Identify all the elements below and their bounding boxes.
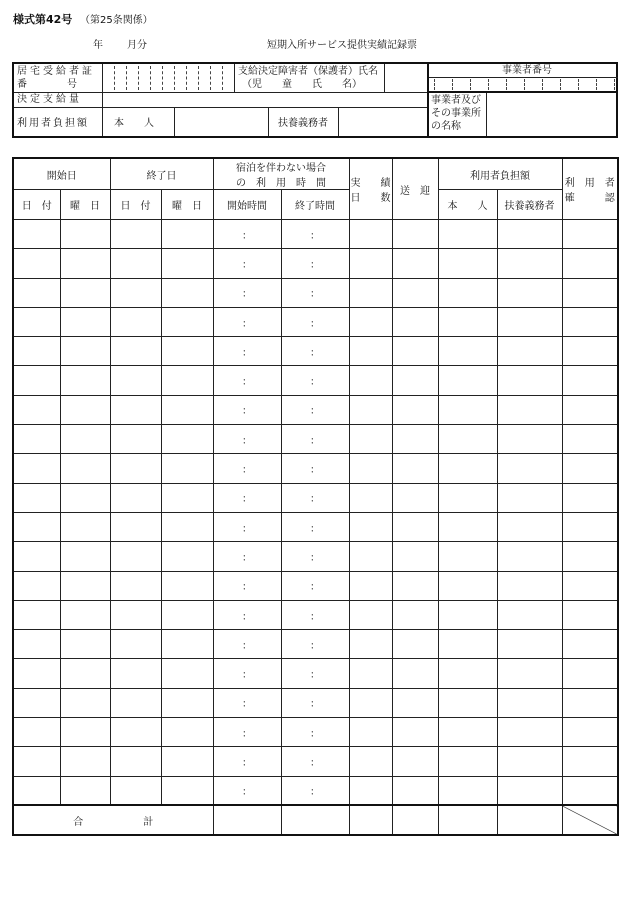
transport-cell[interactable] bbox=[392, 718, 438, 747]
transport-cell[interactable] bbox=[392, 454, 438, 483]
end-day-cell[interactable] bbox=[110, 366, 161, 395]
actual-days-cell[interactable] bbox=[349, 630, 392, 659]
start-time-cell[interactable]: ： bbox=[213, 395, 281, 424]
burden-guardian-cell[interactable] bbox=[497, 249, 562, 278]
burden-guardian-cell[interactable] bbox=[497, 571, 562, 600]
actual-days-cell[interactable] bbox=[349, 337, 392, 366]
day-cell[interactable] bbox=[13, 747, 60, 776]
year-label: 年 bbox=[93, 40, 103, 51]
day-cell[interactable] bbox=[13, 454, 60, 483]
end-time-cell[interactable]: ： bbox=[281, 395, 349, 424]
weekday-cell[interactable] bbox=[60, 600, 110, 629]
burden-self-cell[interactable] bbox=[438, 278, 497, 307]
transport-cell[interactable] bbox=[392, 307, 438, 336]
table-row bbox=[13, 571, 618, 600]
burden-guardian-cell[interactable] bbox=[497, 220, 562, 249]
end-time-cell[interactable]: ： bbox=[281, 571, 349, 600]
day-cell[interactable] bbox=[13, 249, 60, 278]
table-row bbox=[13, 718, 618, 747]
end-day-cell[interactable] bbox=[110, 659, 161, 688]
end-time-cell[interactable]: ： bbox=[281, 278, 349, 307]
transport-cell[interactable] bbox=[392, 366, 438, 395]
table-row bbox=[13, 659, 618, 688]
table-row bbox=[13, 307, 618, 336]
user-confirm-cell[interactable] bbox=[562, 776, 618, 805]
actual-days-cell[interactable] bbox=[349, 776, 392, 805]
transport-cell[interactable] bbox=[392, 776, 438, 805]
actual-days-cell[interactable] bbox=[349, 395, 392, 424]
end-day-header: 日 付 bbox=[110, 190, 161, 220]
total-burden-self[interactable] bbox=[438, 805, 497, 835]
burden-self-cell[interactable] bbox=[438, 630, 497, 659]
weekday-cell[interactable] bbox=[60, 366, 110, 395]
end-weekday-cell[interactable] bbox=[161, 220, 213, 249]
day-cell[interactable] bbox=[13, 307, 60, 336]
start-time-cell[interactable]: ： bbox=[213, 512, 281, 541]
end-weekday-cell[interactable] bbox=[161, 249, 213, 278]
burden-self-cell[interactable] bbox=[438, 425, 497, 454]
actual-days-header: 実 績 日 数 bbox=[349, 158, 392, 220]
end-time-cell[interactable]: ： bbox=[281, 630, 349, 659]
end-day-cell[interactable] bbox=[110, 483, 161, 512]
provider-name-label: 事業者及び bbox=[431, 95, 481, 106]
day-cell[interactable] bbox=[13, 718, 60, 747]
day-cell[interactable] bbox=[13, 659, 60, 688]
burden-self-cell[interactable] bbox=[438, 337, 497, 366]
transport-cell[interactable] bbox=[392, 483, 438, 512]
burden-guardian-cell[interactable] bbox=[497, 366, 562, 395]
recipient-cert-label: 居宅受給者証 bbox=[17, 66, 95, 77]
end-time-cell[interactable]: ： bbox=[281, 483, 349, 512]
table-row bbox=[13, 454, 618, 483]
start-time-cell[interactable]: ： bbox=[213, 425, 281, 454]
table-row bbox=[13, 600, 618, 629]
transport-cell[interactable] bbox=[392, 220, 438, 249]
burden-guardian-cell[interactable] bbox=[497, 337, 562, 366]
end-time-cell[interactable]: ： bbox=[281, 600, 349, 629]
end-weekday-cell[interactable] bbox=[161, 278, 213, 307]
provider-name-label-3: の名称 bbox=[431, 121, 461, 132]
burden-guardian-cell[interactable] bbox=[497, 776, 562, 805]
weekday-cell[interactable] bbox=[60, 395, 110, 424]
burden-guardian-cell[interactable] bbox=[497, 483, 562, 512]
end-time-cell[interactable]: ： bbox=[281, 718, 349, 747]
end-time-cell[interactable]: ： bbox=[281, 542, 349, 571]
child-name-label: （児 童 氏 名） bbox=[242, 79, 362, 90]
day-cell[interactable] bbox=[13, 425, 60, 454]
end-weekday-cell[interactable] bbox=[161, 366, 213, 395]
weekday-cell[interactable] bbox=[60, 718, 110, 747]
end-day-cell[interactable] bbox=[110, 220, 161, 249]
end-weekday-cell[interactable] bbox=[161, 307, 213, 336]
end-weekday-cell[interactable] bbox=[161, 600, 213, 629]
end-weekday-cell[interactable] bbox=[161, 718, 213, 747]
table-row bbox=[13, 512, 618, 541]
end-weekday-cell[interactable] bbox=[161, 337, 213, 366]
end-date-header: 終了日 bbox=[110, 158, 213, 190]
weekday-cell[interactable] bbox=[60, 249, 110, 278]
weekday-header: 曜 日 bbox=[60, 190, 110, 220]
burden-guardian-cell[interactable] bbox=[497, 395, 562, 424]
start-time-cell[interactable]: ： bbox=[213, 307, 281, 336]
actual-days-cell[interactable] bbox=[349, 571, 392, 600]
actual-days-cell[interactable] bbox=[349, 512, 392, 541]
table-row bbox=[13, 249, 618, 278]
start-time-cell[interactable]: ： bbox=[213, 776, 281, 805]
actual-days-cell[interactable] bbox=[349, 483, 392, 512]
weekday-cell[interactable] bbox=[60, 630, 110, 659]
user-confirm-cell[interactable] bbox=[562, 425, 618, 454]
record-rows bbox=[13, 220, 618, 806]
user-confirm-cell[interactable] bbox=[562, 659, 618, 688]
record-table bbox=[12, 157, 619, 836]
burden-guardian-cell[interactable] bbox=[497, 718, 562, 747]
actual-days-cell[interactable] bbox=[349, 718, 392, 747]
burden-guardian-cell[interactable] bbox=[497, 630, 562, 659]
start-time-cell[interactable]: ： bbox=[213, 718, 281, 747]
end-weekday-cell[interactable] bbox=[161, 425, 213, 454]
form-number: 様式第42号 bbox=[13, 13, 73, 26]
transport-cell[interactable] bbox=[392, 278, 438, 307]
burden-guardian-header: 扶養義務者 bbox=[497, 190, 562, 220]
burden-self-cell[interactable] bbox=[438, 659, 497, 688]
table-row bbox=[13, 630, 618, 659]
end-day-cell[interactable] bbox=[110, 718, 161, 747]
transport-cell[interactable] bbox=[392, 395, 438, 424]
user-confirm-cell[interactable] bbox=[562, 220, 618, 249]
end-day-cell[interactable] bbox=[110, 747, 161, 776]
table-row bbox=[13, 337, 618, 366]
recipient-cert-label-2: 番 号 bbox=[17, 79, 77, 90]
burden-guardian-cell[interactable] bbox=[497, 307, 562, 336]
end-weekday-cell[interactable] bbox=[161, 630, 213, 659]
end-day-cell[interactable] bbox=[110, 600, 161, 629]
actual-days-cell[interactable] bbox=[349, 366, 392, 395]
actual-days-cell[interactable] bbox=[349, 307, 392, 336]
header-block bbox=[12, 62, 618, 138]
user-confirm-cell[interactable] bbox=[562, 747, 618, 776]
table-row bbox=[13, 278, 618, 307]
start-date-header: 開始日 bbox=[13, 158, 110, 190]
end-day-cell[interactable] bbox=[110, 630, 161, 659]
start-time-cell[interactable]: ： bbox=[213, 220, 281, 249]
end-day-cell[interactable] bbox=[110, 395, 161, 424]
total-start-time[interactable] bbox=[213, 805, 281, 835]
transport-cell[interactable] bbox=[392, 630, 438, 659]
start-time-cell[interactable]: ： bbox=[213, 337, 281, 366]
user-burden-label: 利用者負担額 bbox=[17, 118, 89, 129]
burden-guardian-cell[interactable] bbox=[497, 454, 562, 483]
end-weekday-cell[interactable] bbox=[161, 776, 213, 805]
table-row bbox=[13, 776, 618, 805]
total-transport[interactable] bbox=[392, 805, 438, 835]
transport-cell[interactable] bbox=[392, 337, 438, 366]
end-day-cell[interactable] bbox=[110, 512, 161, 541]
transport-cell[interactable] bbox=[392, 600, 438, 629]
day-header: 日 付 bbox=[13, 190, 60, 220]
day-cell[interactable] bbox=[13, 337, 60, 366]
end-day-cell[interactable] bbox=[110, 542, 161, 571]
self-label: 本 人 bbox=[114, 118, 154, 129]
actual-days-cell[interactable] bbox=[349, 249, 392, 278]
day-cell[interactable] bbox=[13, 571, 60, 600]
user-confirm-cell[interactable] bbox=[562, 278, 618, 307]
actual-days-cell[interactable] bbox=[349, 688, 392, 717]
start-time-cell[interactable]: ： bbox=[213, 278, 281, 307]
actual-days-cell[interactable] bbox=[349, 220, 392, 249]
table-row bbox=[13, 395, 618, 424]
burden-self-cell[interactable] bbox=[438, 542, 497, 571]
burden-self-cell[interactable] bbox=[438, 454, 497, 483]
transport-cell[interactable] bbox=[392, 512, 438, 541]
burden-self-cell[interactable] bbox=[438, 307, 497, 336]
user-confirm-cell[interactable] bbox=[562, 718, 618, 747]
user-confirm-cell[interactable] bbox=[562, 483, 618, 512]
weekday-cell[interactable] bbox=[60, 454, 110, 483]
burden-self-cell[interactable] bbox=[438, 688, 497, 717]
end-weekday-cell[interactable] bbox=[161, 395, 213, 424]
day-cell[interactable] bbox=[13, 483, 60, 512]
weekday-cell[interactable] bbox=[60, 220, 110, 249]
burden-self-cell[interactable] bbox=[438, 512, 497, 541]
burden-guardian-cell[interactable] bbox=[497, 600, 562, 629]
day-cell[interactable] bbox=[13, 395, 60, 424]
transport-cell[interactable] bbox=[392, 659, 438, 688]
end-day-cell[interactable] bbox=[110, 571, 161, 600]
weekday-cell[interactable] bbox=[60, 659, 110, 688]
burden-self-cell[interactable] bbox=[438, 747, 497, 776]
day-cell[interactable] bbox=[13, 600, 60, 629]
end-time-cell[interactable]: ： bbox=[281, 366, 349, 395]
transport-cell[interactable] bbox=[392, 747, 438, 776]
end-time-cell[interactable]: ： bbox=[281, 425, 349, 454]
user-confirm-cell[interactable] bbox=[562, 688, 618, 717]
page-title: 短期入所サービス提供実績記録票 bbox=[267, 40, 417, 51]
burden-guardian-cell[interactable] bbox=[497, 512, 562, 541]
end-weekday-cell[interactable] bbox=[161, 512, 213, 541]
table-row bbox=[13, 747, 618, 776]
burden-self-cell[interactable] bbox=[438, 718, 497, 747]
end-time-cell[interactable]: ： bbox=[281, 747, 349, 776]
transport-cell[interactable] bbox=[392, 542, 438, 571]
actual-days-cell[interactable] bbox=[349, 659, 392, 688]
guardian-label: 扶養義務者 bbox=[278, 118, 328, 129]
user-burden-header: 利用者負担額 bbox=[438, 158, 562, 190]
burden-self-cell[interactable] bbox=[438, 483, 497, 512]
user-confirm-cell[interactable] bbox=[562, 249, 618, 278]
end-weekday-cell[interactable] bbox=[161, 688, 213, 717]
burden-self-cell[interactable] bbox=[438, 249, 497, 278]
burden-self-cell[interactable] bbox=[438, 220, 497, 249]
weekday-cell[interactable] bbox=[60, 337, 110, 366]
table-row bbox=[13, 425, 618, 454]
actual-days-cell[interactable] bbox=[349, 542, 392, 571]
transport-cell[interactable] bbox=[392, 425, 438, 454]
start-time-cell[interactable]: ： bbox=[213, 366, 281, 395]
end-time-cell[interactable]: ： bbox=[281, 776, 349, 805]
end-day-cell[interactable] bbox=[110, 425, 161, 454]
day-cell[interactable] bbox=[13, 776, 60, 805]
day-cell[interactable] bbox=[13, 688, 60, 717]
end-weekday-cell[interactable] bbox=[161, 659, 213, 688]
total-confirm-slash bbox=[562, 805, 618, 835]
decided-amount-label: 決定支給量 bbox=[17, 94, 82, 105]
start-time-cell[interactable]: ： bbox=[213, 630, 281, 659]
end-weekday-cell[interactable] bbox=[161, 747, 213, 776]
end-time-cell[interactable]: ： bbox=[281, 512, 349, 541]
day-cell[interactable] bbox=[13, 630, 60, 659]
end-day-cell[interactable] bbox=[110, 337, 161, 366]
user-confirm-cell[interactable] bbox=[562, 630, 618, 659]
table-row bbox=[13, 542, 618, 571]
end-time-cell[interactable]: ： bbox=[281, 337, 349, 366]
decision-holder-label: 支給決定障害者（保護者）氏名 bbox=[238, 66, 378, 77]
end-weekday-header: 曜 日 bbox=[161, 190, 213, 220]
actual-days-cell[interactable] bbox=[349, 600, 392, 629]
burden-self-cell[interactable] bbox=[438, 600, 497, 629]
start-time-cell[interactable]: ： bbox=[213, 659, 281, 688]
burden-guardian-cell[interactable] bbox=[497, 278, 562, 307]
user-confirm-cell[interactable] bbox=[562, 542, 618, 571]
user-confirm-cell[interactable] bbox=[562, 600, 618, 629]
start-time-cell[interactable]: ： bbox=[213, 454, 281, 483]
total-end-time[interactable] bbox=[281, 805, 349, 835]
weekday-cell[interactable] bbox=[60, 747, 110, 776]
start-time-cell[interactable]: ： bbox=[213, 483, 281, 512]
burden-self-header: 本 人 bbox=[438, 190, 497, 220]
day-cell[interactable] bbox=[13, 542, 60, 571]
weekday-cell[interactable] bbox=[60, 542, 110, 571]
end-day-cell[interactable] bbox=[110, 454, 161, 483]
burden-self-cell[interactable] bbox=[438, 366, 497, 395]
end-day-cell[interactable] bbox=[110, 776, 161, 805]
start-time-cell[interactable]: ： bbox=[213, 600, 281, 629]
start-time-cell[interactable]: ： bbox=[213, 571, 281, 600]
day-cell[interactable] bbox=[13, 220, 60, 249]
user-confirm-cell[interactable] bbox=[562, 571, 618, 600]
end-weekday-cell[interactable] bbox=[161, 483, 213, 512]
transport-cell[interactable] bbox=[392, 571, 438, 600]
end-time-cell[interactable]: ： bbox=[281, 454, 349, 483]
weekday-cell[interactable] bbox=[60, 776, 110, 805]
burden-guardian-cell[interactable] bbox=[497, 542, 562, 571]
start-time-cell[interactable]: ： bbox=[213, 747, 281, 776]
burden-self-cell[interactable] bbox=[438, 571, 497, 600]
end-time-cell[interactable]: ： bbox=[281, 220, 349, 249]
start-time-header: 開始時間 bbox=[213, 190, 281, 220]
end-weekday-cell[interactable] bbox=[161, 454, 213, 483]
burden-guardian-cell[interactable] bbox=[497, 659, 562, 688]
total-label: 合 計 bbox=[13, 805, 213, 835]
day-cell[interactable] bbox=[13, 366, 60, 395]
actual-days-cell[interactable] bbox=[349, 425, 392, 454]
start-time-cell[interactable]: ： bbox=[213, 542, 281, 571]
weekday-cell[interactable] bbox=[60, 425, 110, 454]
weekday-cell[interactable] bbox=[60, 512, 110, 541]
user-confirm-cell[interactable] bbox=[562, 307, 618, 336]
no-stay-header: 宿泊を伴わない場合 の 利 用 時 間 bbox=[213, 158, 349, 190]
weekday-cell[interactable] bbox=[60, 483, 110, 512]
actual-days-cell[interactable] bbox=[349, 747, 392, 776]
burden-guardian-cell[interactable] bbox=[497, 425, 562, 454]
end-time-header: 終了時間 bbox=[281, 190, 349, 220]
actual-days-cell[interactable] bbox=[349, 278, 392, 307]
table-row bbox=[13, 483, 618, 512]
total-burden-guardian[interactable] bbox=[497, 805, 562, 835]
transport-cell[interactable] bbox=[392, 249, 438, 278]
user-confirm-cell[interactable] bbox=[562, 337, 618, 366]
transport-header: 送 迎 bbox=[392, 158, 438, 220]
end-day-cell[interactable] bbox=[110, 307, 161, 336]
end-time-cell[interactable]: ： bbox=[281, 659, 349, 688]
end-weekday-cell[interactable] bbox=[161, 542, 213, 571]
start-time-cell[interactable]: ： bbox=[213, 249, 281, 278]
day-cell[interactable] bbox=[13, 278, 60, 307]
user-confirm-cell[interactable] bbox=[562, 512, 618, 541]
end-day-cell[interactable] bbox=[110, 278, 161, 307]
start-time-cell[interactable]: ： bbox=[213, 688, 281, 717]
actual-days-cell[interactable] bbox=[349, 454, 392, 483]
user-confirm-header: 利 用 者 確 認 bbox=[562, 158, 618, 220]
form-relation: （第25条関係） bbox=[80, 15, 153, 26]
month-label: 月分 bbox=[127, 40, 147, 51]
end-day-cell[interactable] bbox=[110, 249, 161, 278]
burden-guardian-cell[interactable] bbox=[497, 688, 562, 717]
user-confirm-cell[interactable] bbox=[562, 395, 618, 424]
user-confirm-cell[interactable] bbox=[562, 366, 618, 395]
burden-guardian-cell[interactable] bbox=[497, 747, 562, 776]
end-day-cell[interactable] bbox=[110, 688, 161, 717]
table-row bbox=[13, 688, 618, 717]
weekday-cell[interactable] bbox=[60, 307, 110, 336]
user-confirm-cell[interactable] bbox=[562, 454, 618, 483]
provider-number-label: 事業者番号 bbox=[502, 65, 552, 76]
end-time-cell[interactable]: ： bbox=[281, 249, 349, 278]
end-time-cell[interactable]: ： bbox=[281, 688, 349, 717]
weekday-cell[interactable] bbox=[60, 278, 110, 307]
end-time-cell[interactable]: ： bbox=[281, 307, 349, 336]
table-row bbox=[13, 220, 618, 249]
table-row bbox=[13, 366, 618, 395]
weekday-cell[interactable] bbox=[60, 688, 110, 717]
end-weekday-cell[interactable] bbox=[161, 571, 213, 600]
burden-self-cell[interactable] bbox=[438, 395, 497, 424]
transport-cell[interactable] bbox=[392, 688, 438, 717]
burden-self-cell[interactable] bbox=[438, 776, 497, 805]
weekday-cell[interactable] bbox=[60, 571, 110, 600]
day-cell[interactable] bbox=[13, 512, 60, 541]
total-actual-days[interactable] bbox=[349, 805, 392, 835]
provider-name-label-2: その事業所 bbox=[431, 108, 481, 119]
